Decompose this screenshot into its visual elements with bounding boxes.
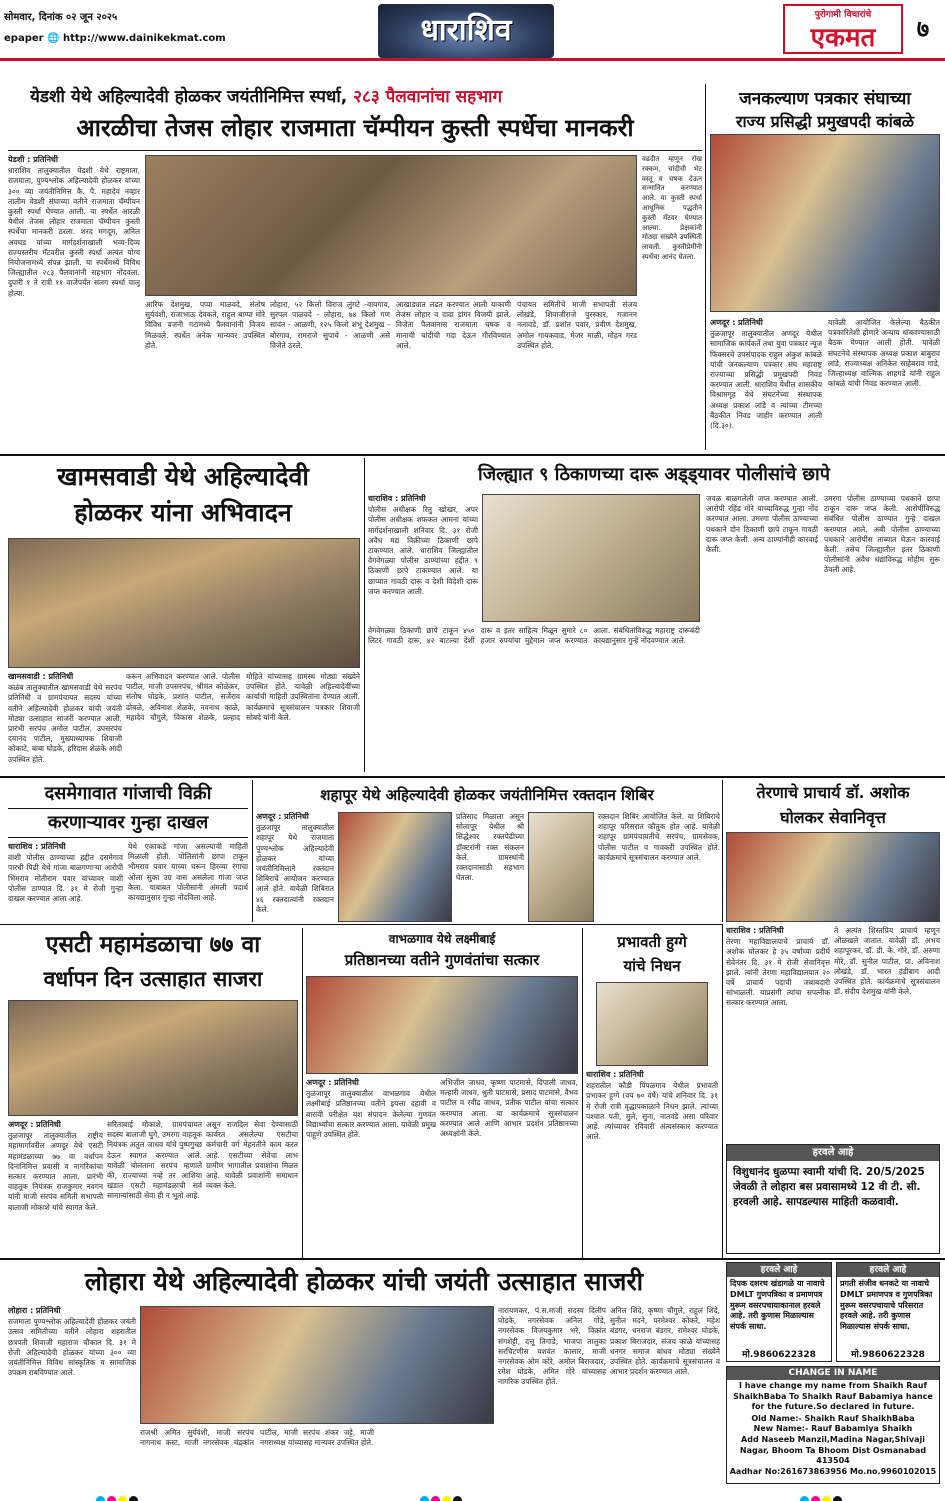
gholkar-photo	[726, 832, 940, 922]
classified-ad-1	[726, 1144, 940, 1254]
globe-icon: 🌐	[47, 33, 60, 44]
khamaswadi-col-1	[8, 672, 122, 772]
lead-p2: शरद मगदूम, अनिल अवघड यांच्या मार्गदर्शनाखाली भव्य-दिव्य राज्यस्तरीय मॅटवरील कुस्ती स्पर्धा अत्यंत योग्य नियोजनामध्ये संपन्न झाली. या स्पर्धेमध्ये विविध जिल्ह्यातील २८३ पैलवानांनी सहभाग नोंदवला. दुपारी १ ते रात्री ११ वाजेपर्यंत सलग स्पर्धा चालू होत्या.	[8, 227, 140, 298]
khamaswadi-headline-2: होळकर यांना अभिवादन	[74, 498, 292, 527]
lead-kicker-a: येडशी येथे अहिल्यादेवी होळकर जयंतीनिमित्त स्पर्धा,	[30, 87, 348, 107]
section-rule-3	[0, 924, 722, 925]
st-col-1	[8, 1120, 103, 1254]
section-rule-4	[0, 1258, 945, 1260]
raid-illustration	[482, 494, 700, 622]
st-photo	[8, 1000, 298, 1116]
column-divider-4	[722, 780, 723, 922]
khamaswadi-col-2: करून अभिवादन करण्यात आले. पोलीस पाटील, माजी उपसरपंच, श्रीमंत कोळेकर, संतोष घोडके, प्रशांत पाटील, सर्जेराव ढोबळे, अविनाश शेळके, नवनाथ काळे, महादेव चौगुले, विकास शेळके, प्रल्हाद मोहिते यांच्यासह ग्रामस्थ मोठ्या संख्येने उपस्थित होते. यावेळी अहिल्यादेवींच्या कार्याची माहिती उपस्थितांना देण्यात आली. कार्यक्रमाचे सूत्रसंचालन पत्रकार शिवाजी सोबदे यांनी केले.	[126, 672, 360, 722]
classified-ad-3-text: प्रगती संजीव धनकटे या नावाचे DMLT प्रमाणपत्र व गुणपत्रिका मुरूम वसरपचायाचे परिसरात हरवले आहे. तरी कुणास मिळाल्यास संपर्क साधा.	[840, 1279, 933, 1332]
name-change-text: I have change my name from Shaikh Rauf ShaikhBaba To Shaikh Rauf Babamiya hance for the future.So declared in future.	[733, 1381, 933, 1412]
registration-marks-right	[800, 1490, 844, 1501]
column-divider	[705, 84, 706, 450]
gholkar-headline-1: तेरणाचे प्राचार्य डॉ. अशोक	[756, 783, 910, 802]
st-byline: अणदूर : प्रतिनिधी	[8, 1120, 61, 1129]
ganja-headline-1: दसमेगावात गांजाची विक्री	[44, 783, 212, 804]
lohara-byline: लोहारा : प्रतिनिधी	[8, 1306, 61, 1315]
name-change-address: Add Naseeb Manzil,Madina Nagar,Shivaji Nagar, Bhoom Ta Bhoom Dist Osmanabad 413504	[739, 1434, 927, 1466]
lakshmibai-photo	[306, 976, 578, 1074]
raid-col-2: वेगवेगळ्या ठिकाणी छापे टाकून ४५० लिटर गावठी दारू, ४२ बाटल्या देशी दारू व इतर साहित्य मिळून सुमारे ८० हजार रुपयांचा मुद्देमाल जप्त करण्यात आला. संबंधितांविरुद्ध महाराष्ट्र दारूबंदी कायद्यानुसार गुन्हे नोंदवण्यात आले.	[368, 626, 700, 646]
pr-p1: तुळजापूर तालुक्यातील अणदूर येथील सामाजिक कार्यकर्ते तथा युवा पत्रकार न्यूज फिक्सरचे उपसंपादक राहुल अंकुश कांबळे यांची जनकल्याण पत्रकार संघ महाराष्ट्र राज्याच्या प्रसिद्धी प्रमुखपदी निवड करण्यात आली.	[710, 329, 822, 390]
lohara-headline: लोहारा येथे अहिल्यादेवी होळकर यांची जयंती उत्साहात साजरी	[84, 1267, 644, 1296]
website-link[interactable]: http://www.dainikekmat.com	[62, 33, 226, 44]
raid-col-1	[368, 494, 478, 622]
raid-p1: पोलीस अधीक्षक रितु खोखर, अपर पोलीस अधीक्षक शफकत आमना यांच्या मार्गदर्शनाखाली शनिवार दि. ३१ रोजी अवैध मद्य विक्रीच्या ठिकाणी छापे टाकण्यात आले. धाराशिव जिल्ह्यातील वेगवेगळ्या पोलीस ठाण्यांच्या हद्दीत ९ ठिकाणी छापे टाकण्यात आले. या छाप्यात गावठी दारू व देशी विदेशी दारू जप्त करण्यात आली.	[368, 505, 478, 596]
classified-ad-1-text: विशुधानंद धुळप्पा स्वामी यांची दि. 20/5/2025 जेवळी ते लोहारा बस प्रवासामध्ये 12 वी टी. सी. हरवली आहे. सापडल्यास माहिती कळवावी.	[733, 1166, 925, 1208]
lohara-p1: राजमाता पुण्यश्लोक अहिल्यादेवी होळकर जयंती उत्सव समितीच्या वतीने लोहारा शहरातील छत्रपती शिवाजी महाराज चौकात दि. ३१ मे रोजी अहिल्यादेवी होळकर यांच्या ३०० व्या जयंतीनिमित्त विविध सांस्कृतिक व सामाजिक उपक्रम राबविण्यात आले.	[8, 1317, 136, 1378]
column-divider-3	[252, 780, 253, 922]
khamaswadi-byline: खामसवाडी : प्रतिनिधी	[8, 672, 74, 681]
edition-name: धाराशिव	[420, 13, 512, 48]
blood-byline: अणदूर : प्रतिनिधी	[256, 812, 309, 821]
pr-col-1	[710, 318, 822, 450]
column-divider-6	[582, 928, 583, 1258]
obit-headline-1: प्रभावती हुग्गे	[617, 933, 687, 951]
st-col-2: सरिताबाई मोकाशे, ग्रामपंचायत सदस्य बालाजी घुगे, उमरगा वाहतूक नियंत्रक अतुल जाधव यांचे पुष्पगुच्छ देऊन स्वागत करण्यात आले. यावेळी बोलताना सरपंच म्हणाले की, राज्याच्या नव्हे तर आशिया खंडात एसटी महामंडळाची सर्व सामान्यांसाठी सेवा ही न भूतो आहे.	[107, 1120, 202, 1201]
name-change-new: New Name:- Rauf Babamiya Shaikh	[753, 1424, 913, 1434]
blood-photo-1	[338, 812, 452, 922]
column-divider-5	[302, 928, 303, 1258]
column-divider-7	[722, 924, 723, 1258]
lohara-col-3: नारायणकर, पं.स.माजी सदस्य दिलीप घोडके, नगरसेवक अनिल गोडे, नगरसेवक विजयकुमार भरे, विक्रांत संगशेट्टी, दत्तू तिगाडे, भाजपा तालुका सरचिटणीस यशवंत कासार, माजी नगरसेवक ओम कोरे, अमोल बिराजदार, रमेश घोडके, अमित गोरे यांच्यासह नागरिक उपस्थित होते.	[498, 1306, 606, 1387]
pr-byline: अणदूर : प्रतिनिधी	[710, 318, 763, 327]
khamaswadi-headline-1: खामसवाडी येथे अहिल्यादेवी	[57, 462, 309, 491]
lead-col-1	[8, 155, 140, 450]
lead-p1: धाराशिव तालुक्यातील येडशी येथे राष्ट्रमाता, राजमाता, पुण्यश्लोक अहिल्यादेवी होळकर यांच्या ३०० व्या जयंतीनिमित्त कै. पै. महादेव नव्हार तालीम येडशी संघाच्या वतीने राजमाता चॅम्पीयन कुस्ती स्पर्धा घेण्यात आली. या स्पर्धेत आरळी येथील तेजस लोहार राजमाता चॅम्पीयन कुस्ती स्पर्धेचा मानकरी ठरला.	[8, 166, 140, 237]
blood-p1: तुळजापूर तालुक्यातील शहापूर येथे राजमाता पुण्यश्लोक अहिल्यादेवी होळकर यांच्या जयंतीनिमित्ताने रक्तदान शिबिराचे आयोजन करण्यात आले होते. यावेळी शिबिरात ४६ रक्तदात्यांनी रक्तदान केले.	[256, 823, 334, 914]
epaper-label: epaper	[4, 33, 44, 44]
obit-col	[586, 1070, 718, 1254]
date-line: सोमवार, दिनांक ०२ जून २०२५	[4, 12, 118, 23]
blood-headline: शहापूर येथे अहिल्यादेवी होळकर जयंतीनिमित्त रक्तदान शिबिर	[320, 786, 654, 804]
name-change-old: Old Name:- Shaikh Rauf ShaikhBaba	[751, 1413, 915, 1423]
lead-kicker-b: २८३ पैलवानांचा सहभाग	[353, 87, 503, 107]
raid-col-4: उमरगा पोलीस ठाण्याच्या पथकाने छापा टाकून दारू जप्त केली. आरोपींविरुद्ध संबंधित पोलीस ठाण्यात गुन्हे दाखल करण्यात आले. अंबी पोलीस ठाण्याच्या पथकाने आरोपीस ताब्यात घेऊन कारवाई केली. तसेच जिल्ह्यातील इतर ठिकाणी पोलीसांनी अवैध धंद्यांविरुद्ध मोहीम सुरू ठेवली आहे.	[824, 494, 940, 575]
lakshmibai-col-1	[306, 1078, 436, 1254]
pr-col-2: यावेळी आयोजित केलेल्या बैठकीत पत्रकारितेशी होणारे अन्याय थांबवण्यासाठी बैठक घेण्यात आली होती. यावेळी संघटनेचे संस्थापक अध्यक्ष प्रकाश बाबुराव लांडे, राज्याध्यक्ष अनिकेत साहेबराव गाडे, जिल्हाध्यक्ष वाल्मिक शाहगडे यांनी राहुल कांबळे यांची निवड करण्यात आली.	[828, 318, 940, 389]
ganja-p1: वाशी पोलीस ठाण्याच्या हद्दीत दसमेगाव पारधी पिढी येथे गांजा बाळगणाऱ्या आरोपी भिमराव मोतीराम पवार यांच्यावर वाशी पोलीस ठाण्यात दि. ३१ मे रोजी गुन्हा दाखल करण्यात आला आहे.	[8, 853, 123, 904]
registration-marks-left	[96, 1490, 140, 1501]
ganja-col-1	[8, 842, 123, 917]
lead-col-4: आखाड्यात लढत करण्यात आली याकामी तेजस लोहार व दादा डांगर विजयी झाले. विजेता पैलवानास राजमाता चषक व मानाची चांदीची गदा देऊन गौरविण्यात आले.	[396, 300, 511, 350]
lead-kicker	[30, 84, 700, 107]
raid-headline: जिल्ह्यात ९ ठिकाणच्या दारू अड्ड्यावर पोलीसांचे छापे	[478, 464, 830, 485]
lakshmibai-col-2: अभिजीत जाधव, कृष्णा पाटमासे, दिपाली जाधव, मल्हारी जाधव, श्रुती पाटमासे, प्रसाद पाटमासे, वैभव पाटील व रवींद्र जाधव, प्रतीक पाटील यांचा सत्कार करण्यात आला. या कार्यक्रमाचे सूत्रसंचालन करण्यात आले आणि आभार प्रदर्शन प्रतिष्ठानच्या अध्यक्षांनी केले.	[440, 1078, 578, 1139]
classified-ad-3-label: हरवले आहे	[837, 1263, 939, 1277]
pr-p2: धाराशिव येथील शासकीय विश्रामगृह येथे संघटनेच्या संस्थापक अध्यक्ष प्रकाश लांडे व त्यांच्या टीमच्या बैठकीत निवड जाहीर करण्यात आली (दि.३०).	[710, 380, 822, 431]
classified-ad-2-label: हरवले आहे	[727, 1263, 831, 1277]
ganja-col-2: येथे एकाकडे गांजा असल्याची माहिती मिळाली होती. पोलिसांनी छापा टाकून भीमराव पवार याच्या घरून हिरव्या रंगाचा ओला सुका उग्र वास असलेला गांजा जप्त केला. याबाबत पोलीसांनी अंमली पदार्थ कायद्यानुसार गुन्हा नोंदविला आहे.	[128, 842, 248, 903]
pr-headline-1: जनकल्याण पत्रकार संघाच्या	[739, 89, 911, 109]
classified-ad-3	[836, 1262, 940, 1362]
page-number: ७	[916, 15, 930, 43]
st-headline-2: वर्धापन दिन उत्साहात साजरा	[43, 966, 263, 991]
lead-col-2: आरिफ देशमुख, पप्पा माळवदे, संतोष सुर्यवंशी, राजाभाऊ देवकते, राहुल बाप्पा मोरे विविध वजनी गटामध्ये पैलवानांनी विजय मिळवले. स्पर्धेत अनेक मान्यवर उपस्थित होते.	[145, 300, 265, 350]
column-divider-2	[364, 458, 365, 772]
gholkar-p1: तेरणा महाविद्यालयाचे प्राचार्य डॉ. अशोक घोलकर हे ३५ वर्षांच्या प्रदीर्घ सेवेनंतर दि. ३१ मे रोजी सेवानिवृत्त झाले. त्यांनी तेरणा महाविद्यालयात २० वर्षे प्राचार्य पदाची जबाबदारी सांभाळली. याप्रसंगी त्यांचा सपत्नीक सत्कार करण्यात आला.	[726, 937, 830, 1008]
ganja-headline-2: करणाऱ्यावर गुन्हा दाखल	[8, 808, 248, 838]
lakshmibai-kicker: वाभळगाव येथे लक्ष्मीबाई	[388, 932, 496, 946]
section-rule-1	[0, 454, 945, 456]
blood-col-4: रक्तदान शिबिर आयोजित केले. या शिबिराचे शहापूर परिसरात कौतुक होत आहे. यावेळी शहापूर ग्रामपंचायतीचे सरपंच, ग्रामसेवक, पोलीस पाटील व गावकरी उपस्थित होते. कार्यक्रमाचे सूत्रसंचालन करण्यात आले.	[598, 812, 720, 862]
name-change-aadhar: Aadhar No:261673863956 Mo.no.9960102015	[729, 1466, 937, 1476]
khamaswadi-photo	[8, 538, 360, 668]
lakshmibai-p1: तुळजापूर तालुक्यातील वाभळगाव येथील लक्ष्मीबाई प्रतिष्ठानच्या वतीने इयत्ता दहावी व बारावी परीक्षेत यश संपादन केलेल्या गुणवंत विद्यार्थ्यांचा सत्कार करण्यात आला. यावेळी प्रमुख पाहुणे उपस्थित होते.	[306, 1089, 436, 1140]
lohara-photo	[140, 1306, 494, 1424]
section-rule-2	[0, 776, 945, 778]
epaper-line[interactable]	[4, 33, 226, 44]
name-change-notice	[726, 1366, 940, 1484]
raid-col-3: जवळ बाळगलेली जप्त करण्यात आली. आरोपी रहिंद्र मोरे याच्याविरुद्ध गुन्हा नोंद करण्यात आला. उमरगा पोलीस ठाण्याच्या पथकाने दोन ठिकाणी छापे टाकून गावठी दारू जप्त केली. अन्य ठाण्यांनीही कारवाई केली.	[706, 494, 818, 555]
gholkar-byline: धाराशिव : प्रतिनिधी	[726, 926, 784, 935]
lohara-col-4: अनिल शिंदे, कृष्णा चौगुले, राहुल शिंदे, सुनील मदने, परमेश्वर कोकरे, महेश बंडगर, धनराज बंडगर, रामेश्वर घोडके, प्रकाश बिराजदार, संजय काळे यांच्यासह धनगर समाज बांधव मोठ्या संख्येने उपस्थित होते. कार्यक्रमाचे सूत्रसंचालन व आभार प्रदर्शन करण्यात आले.	[610, 1306, 720, 1377]
lead-headline: आरळीचा तेजस लोहार राजमाता चॅम्पीयन कुस्ती स्पर्धेचा मानकरी	[76, 113, 634, 142]
registration-marks-center	[420, 1490, 464, 1501]
classified-ad-1-label: हरवले आहे	[727, 1145, 939, 1161]
name-change-title: CHANGE IN NAME	[727, 1367, 939, 1380]
lakshmibai-byline: अणदूर : प्रतिनिधी	[306, 1078, 359, 1087]
classified-ad-2-phone: मो.9860622328	[742, 1350, 816, 1360]
lead-col-3: लोहारा, ५२ किलो विराज लुंगटे -वायगाव, सुरपल पाळवदे - लोहारा, ७४ किलो गण सावंत - आळणी, १२५ किलो शंभू देशमुख - बोरगाव, रामराजे सुपाचे - आळणी असे विजेते ठरले.	[270, 300, 390, 350]
lohara-col-2: राजश्री अमित सुर्यवंशी, माजी सरपंच नागनाथ कस्ट, माजी नगरसेवक चंद्रकांत पाटील, माजी सरपंच शंकर जट्टे, माजी नगराध्यक्ष यांच्यासह मान्यवर उपस्थित होते.	[140, 1428, 374, 1448]
classified-ad-2-text: दिपक दशरथ खंडागळे या नावाचे DMLT गुणपत्रिका व प्रमाणपत्र मुरूम वसरपचायाकानाल हरवले आहे. तरी कुणास मिळाल्यास संपर्क साधा.	[730, 1279, 825, 1332]
masthead-rule	[0, 58, 945, 61]
classified-ad-3-phone: मो.9860622328	[851, 1350, 925, 1360]
pr-photo	[710, 134, 940, 312]
lead-col-5: पंचायत समितीचे माजी सभापती संजय लोखंडे, शिवाजीराजे पुरस्कार, गजानन नलावडे, डॉ. प्रशांत पवार, प्रवीण देशमुख, अमोल गायकवाड, मेजर माळी, मोहन गरड उपस्थित होते.	[517, 300, 637, 350]
lead-photo	[145, 155, 637, 296]
lakshmibai-headline: प्रतिष्ठानच्या वतीने गुणवंतांचा सत्कार	[344, 951, 540, 969]
pr-headline-2: राज्य प्रसिद्धी प्रमुखपदी कांबळे	[735, 112, 915, 131]
raid-byline: धाराशिव : प्रतिनिधी	[368, 494, 426, 503]
brand-name: एकमत	[810, 23, 876, 53]
khamaswadi-p1: कळंब तालुक्यातील खामसवाडी येथे सरपंच प्रतिनिधी व ग्रामपंचायत सदस्य यांच्या वतीने अहिल्यादेवी होळकर यांची जयंती मोठ्या उत्साहात साजरी करण्यात आली. प्रारंभी सरपंच अमोल पाटील, उपसरपंच दयानंद पाटील, मुख्याध्यापक शिवाजी कोकाटे, बाबा घोडके, हरिदास शेळके आदी उपस्थित होते.	[8, 683, 122, 764]
lohara-col-1	[8, 1306, 136, 1486]
gholkar-col-1	[726, 926, 830, 1140]
lead-rule	[8, 150, 702, 151]
st-headline-1: एसटी महामंडळाचा ७७ वा	[45, 931, 261, 958]
brand-tagline: पुरोगामी विचारांचे	[814, 10, 872, 20]
blood-col-3: प्रतिसाद मिळाला असून सोलापूर येथील श्री सिद्धेश्वर रक्तपेढीच्या डॉक्टरांनी रक्त संकलन केले. ग्रामस्थांनी रक्तदानासाठी सहभाग घेतला.	[456, 812, 524, 883]
st-p1: तुळजापूर तालुक्यातील राष्ट्रीय महामार्गावरील अणदूर येथे एसटी महामंडळाच्या ७७ वा वर्धापन दिनानिमित्त प्रवासी व नागरिकांचा सत्कार करण्यात आला. प्रारंभी वाहतूक नियंत्रक राजकुमार नवगन यांनी माजी सरपंच समिती सभापती बालाजी मोकाशे यांचे स्वागत केले.	[8, 1131, 103, 1212]
obit-portrait	[596, 982, 708, 1066]
gholkar-col-2: ते अत्यंत शिस्तप्रिय प्राचार्य म्हणून ओळखले जातात. यावेळी डॉ. अभय शहापूरकर, डॉ. डी. के. गोरे, डॉ. अरुणा मोरे, डॉ. सुनील पाटील, प्रा. अविनाश लोखंडे, डॉ. भारत हंडीबाग आदी उपस्थित होते. कार्यक्रमाचे सूत्रसंचालन डॉ. संदीप देशमुख यांनी केले.	[834, 926, 940, 997]
gholkar-headline-2: घोलकर सेवानिवृत्त	[780, 808, 886, 827]
classified-ad-2	[726, 1262, 832, 1362]
obit-byline: धाराशिव : प्रतिनिधी	[586, 1070, 644, 1079]
obit-headline-2: यांचे निधन	[623, 957, 681, 975]
ganja-byline: धाराशिव : प्रतिनिधी	[8, 842, 66, 851]
obit-p1: शहरातील कौडी पिंपळगाव येथील प्रभावती प्रभाकर हुग्गे (वय ७० वर्षे) यांचे शनिवार दि. ३१ मे रोजी रात्री वृद्धापकाळाने निधन झाले. त्यांच्या पश्चात पती, मुले, सुना, नातवंडे असा परिवार आहे. त्यांच्यावर रविवारी अंत्यसंस्कार करण्यात आले.	[586, 1081, 718, 1142]
blood-col-1	[256, 812, 334, 922]
blood-photo-2	[528, 812, 594, 922]
lead-col-6: वढदीत म्हणून रोख रक्कम, चांदीची भेट वस्तू व चषक देऊन सन्मानित करण्यात आले. या कुस्ती स्पर्धा आधुनिक पद्धतीने कुस्ती मॅटवर घेण्यात आल्या. प्रेक्षकांनी मोठ्या संख्येने उपस्थिती लावली. कुस्तीप्रेमींनी स्पर्धेचा आनंद घेतला.	[642, 155, 702, 261]
lead-byline: येडशी : प्रतिनिधी	[8, 155, 58, 164]
st-col-3: असून राजदिल सेवा देण्यासाठी कार्यरत असलेल्या एसटीचा कर्मचारी वर्ग मेहनतीने काम करत आहे. एसटीच्या सेवेचा लाभ ग्रामीण भागातील प्रवाशांना मिळत आहे. यावेळी प्रवाशांनी समाधान व्यक्त केले.	[206, 1120, 298, 1191]
